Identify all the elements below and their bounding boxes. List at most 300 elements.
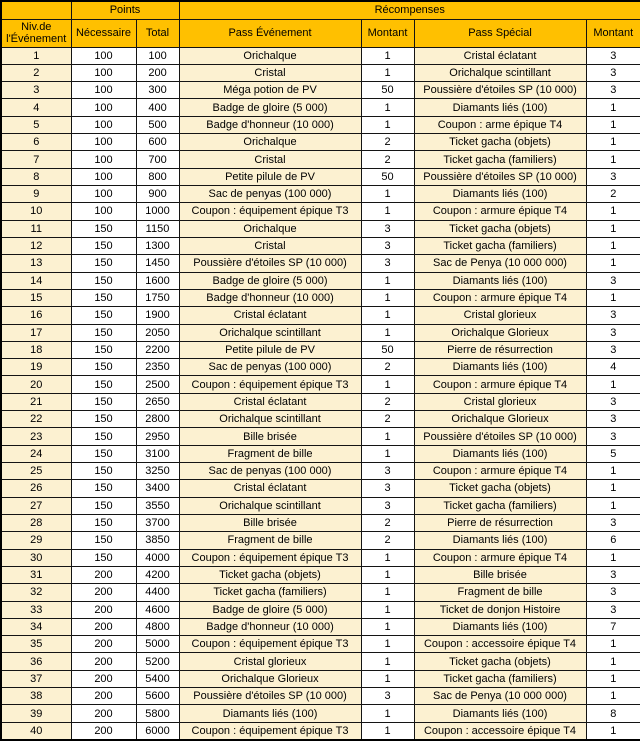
level-cell: 39 — [1, 705, 71, 722]
total-column-header: Total — [136, 19, 179, 47]
points-necessary-cell: 150 — [71, 480, 136, 497]
special-pass-cell: Cristal glorieux — [414, 393, 586, 410]
special-pass-cell: Poussière d'étoiles SP (10 000) — [414, 428, 586, 445]
points-total-cell: 2500 — [136, 376, 179, 393]
special-pass-cell: Diamants liés (100) — [414, 705, 586, 722]
level-cell: 24 — [1, 445, 71, 462]
special-pass-amount-cell: 1 — [586, 134, 640, 151]
event-pass-cell: Orichalque — [179, 47, 361, 64]
points-group-header: Points — [71, 1, 179, 19]
special-pass-cell: Diamants liés (100) — [414, 618, 586, 635]
table-row — [1, 376, 640, 393]
special-pass-amount-cell: 1 — [586, 376, 640, 393]
points-necessary-cell: 150 — [71, 393, 136, 410]
special-pass-amount-cell: 3 — [586, 341, 640, 358]
event-pass-cell: Coupon : équipement épique T3 — [179, 203, 361, 220]
special-pass-cell: Orichalque Glorieux — [414, 411, 586, 428]
points-total-cell: 1150 — [136, 220, 179, 237]
special-pass-amount-cell: 1 — [586, 151, 640, 168]
points-necessary-cell: 100 — [71, 151, 136, 168]
event-pass-cell: Badge de gloire (5 000) — [179, 601, 361, 618]
special-pass-cell: Coupon : accessoire épique T4 — [414, 722, 586, 740]
event-pass-cell: Badge d'honneur (10 000) — [179, 618, 361, 635]
level-cell: 23 — [1, 428, 71, 445]
points-necessary-cell: 150 — [71, 220, 136, 237]
special-pass-cell: Coupon : armure épique T4 — [414, 289, 586, 306]
points-total-cell: 5800 — [136, 705, 179, 722]
points-total-cell: 2950 — [136, 428, 179, 445]
points-total-cell: 400 — [136, 99, 179, 116]
level-cell: 2 — [1, 64, 71, 81]
necessary-column-header: Nécessaire — [71, 19, 136, 47]
points-total-cell: 3100 — [136, 445, 179, 462]
points-total-cell: 200 — [136, 64, 179, 81]
points-total-cell: 4800 — [136, 618, 179, 635]
table-row — [1, 584, 640, 601]
special-pass-cell: Cristal éclatant — [414, 47, 586, 64]
table-row — [1, 393, 640, 410]
special-pass-amount-cell: 2 — [586, 186, 640, 203]
points-necessary-cell: 200 — [71, 688, 136, 705]
special-pass-amount-cell: 1 — [586, 220, 640, 237]
event-pass-cell: Ticket gacha (objets) — [179, 566, 361, 583]
event-pass-amount-cell: 50 — [361, 168, 414, 185]
event-pass-cell: Cristal éclatant — [179, 480, 361, 497]
points-total-cell: 6000 — [136, 722, 179, 740]
event-pass-amount-cell: 1 — [361, 566, 414, 583]
table-row — [1, 722, 640, 740]
special-pass-amount-cell: 1 — [586, 722, 640, 740]
special-pass-column-header: Pass Spécial — [414, 19, 586, 47]
special-pass-amount-cell: 4 — [586, 359, 640, 376]
event-pass-amount-cell: 3 — [361, 497, 414, 514]
points-necessary-cell: 150 — [71, 289, 136, 306]
event-pass-cell: Orichalque — [179, 220, 361, 237]
points-necessary-cell: 100 — [71, 186, 136, 203]
event-pass-cell: Coupon : équipement épique T3 — [179, 549, 361, 566]
table-row — [1, 116, 640, 133]
level-cell: 5 — [1, 116, 71, 133]
level-cell: 38 — [1, 688, 71, 705]
event-pass-amount-cell: 1 — [361, 445, 414, 462]
points-necessary-cell: 150 — [71, 514, 136, 531]
table-row — [1, 670, 640, 687]
table-row — [1, 463, 640, 480]
table-row — [1, 514, 640, 531]
event-pass-cell: Cristal — [179, 237, 361, 254]
event-pass-cell: Coupon : équipement épique T3 — [179, 636, 361, 653]
points-necessary-cell: 150 — [71, 549, 136, 566]
points-total-cell: 1300 — [136, 237, 179, 254]
points-necessary-cell: 150 — [71, 532, 136, 549]
special-pass-cell: Diamants liés (100) — [414, 359, 586, 376]
special-pass-amount-cell: 1 — [586, 203, 640, 220]
level-cell: 27 — [1, 497, 71, 514]
event-pass-cell: Bille brisée — [179, 514, 361, 531]
level-cell: 25 — [1, 463, 71, 480]
table-row — [1, 324, 640, 341]
event-pass-amount-cell: 2 — [361, 514, 414, 531]
event-pass-cell: Orichalque scintillant — [179, 324, 361, 341]
level-cell: 21 — [1, 393, 71, 410]
points-necessary-cell: 100 — [71, 168, 136, 185]
points-necessary-cell: 100 — [71, 99, 136, 116]
table-row — [1, 186, 640, 203]
points-necessary-cell: 100 — [71, 116, 136, 133]
points-necessary-cell: 200 — [71, 653, 136, 670]
event-pass-cell: Badge d'honneur (10 000) — [179, 116, 361, 133]
event-pass-amount-cell: 1 — [361, 670, 414, 687]
special-pass-cell: Diamants liés (100) — [414, 272, 586, 289]
level-cell: 9 — [1, 186, 71, 203]
points-total-cell: 5600 — [136, 688, 179, 705]
event-pass-amount-cell: 2 — [361, 393, 414, 410]
special-pass-amount-cell: 1 — [586, 289, 640, 306]
points-total-cell: 1000 — [136, 203, 179, 220]
header-group-row — [1, 1, 640, 19]
event-pass-amount-cell: 1 — [361, 549, 414, 566]
points-total-cell: 5200 — [136, 653, 179, 670]
points-total-cell: 1600 — [136, 272, 179, 289]
special-pass-amount-cell: 1 — [586, 463, 640, 480]
points-necessary-cell: 100 — [71, 82, 136, 99]
points-total-cell: 900 — [136, 186, 179, 203]
event-pass-amount-cell: 50 — [361, 341, 414, 358]
table-row — [1, 151, 640, 168]
special-pass-amount-cell: 1 — [586, 670, 640, 687]
table-row — [1, 237, 640, 254]
special-pass-amount-cell: 1 — [586, 549, 640, 566]
special-pass-amount-cell: 1 — [586, 116, 640, 133]
table-row — [1, 341, 640, 358]
special-pass-cell: Orichalque scintillant — [414, 64, 586, 81]
table-row — [1, 64, 640, 81]
event-pass-cell: Badge d'honneur (10 000) — [179, 289, 361, 306]
points-total-cell: 4600 — [136, 601, 179, 618]
level-cell: 34 — [1, 618, 71, 635]
event-pass-amount-cell: 1 — [361, 428, 414, 445]
special-pass-amount-cell: 1 — [586, 636, 640, 653]
event-pass-cell: Fragment de bille — [179, 532, 361, 549]
points-total-cell: 4000 — [136, 549, 179, 566]
event-pass-cell: Badge de gloire (5 000) — [179, 272, 361, 289]
event-pass-amount-cell: 1 — [361, 203, 414, 220]
special-pass-amount-cell: 3 — [586, 584, 640, 601]
level-cell: 11 — [1, 220, 71, 237]
points-necessary-cell: 200 — [71, 601, 136, 618]
event-pass-cell: Orichalque — [179, 134, 361, 151]
table-row — [1, 220, 640, 237]
level-header-line2: l'Événement — [6, 33, 67, 45]
table-row — [1, 134, 640, 151]
special-pass-cell: Poussière d'étoiles SP (10 000) — [414, 168, 586, 185]
special-pass-amount-cell: 7 — [586, 618, 640, 635]
special-pass-cell: Diamants liés (100) — [414, 186, 586, 203]
table-row — [1, 480, 640, 497]
points-necessary-cell: 200 — [71, 584, 136, 601]
table-row — [1, 549, 640, 566]
level-cell: 40 — [1, 722, 71, 740]
points-total-cell: 3700 — [136, 514, 179, 531]
event-pass-cell: Badge de gloire (5 000) — [179, 99, 361, 116]
level-cell: 10 — [1, 203, 71, 220]
level-cell: 22 — [1, 411, 71, 428]
points-total-cell: 1900 — [136, 307, 179, 324]
event-pass-amount-cell: 1 — [361, 584, 414, 601]
special-pass-amount-cell: 1 — [586, 653, 640, 670]
event-pass-amount-cell: 1 — [361, 64, 414, 81]
event-pass-cell: Orichalque scintillant — [179, 411, 361, 428]
level-cell: 4 — [1, 99, 71, 116]
event-pass-amount-cell: 2 — [361, 359, 414, 376]
special-pass-cell: Coupon : armure épique T4 — [414, 463, 586, 480]
points-total-cell: 700 — [136, 151, 179, 168]
level-cell: 16 — [1, 307, 71, 324]
level-cell: 6 — [1, 134, 71, 151]
special-pass-amount-cell: 3 — [586, 307, 640, 324]
special-pass-amount-cell: 1 — [586, 99, 640, 116]
special-pass-amount-cell: 1 — [586, 688, 640, 705]
special-pass-amount-cell: 3 — [586, 64, 640, 81]
special-pass-cell: Ticket gacha (familiers) — [414, 497, 586, 514]
table-row — [1, 82, 640, 99]
event-pass-cell: Sac de penyas (100 000) — [179, 359, 361, 376]
points-total-cell: 3850 — [136, 532, 179, 549]
points-necessary-cell: 150 — [71, 497, 136, 514]
event-pass-amount-cell: 2 — [361, 411, 414, 428]
points-necessary-cell: 200 — [71, 670, 136, 687]
special-pass-amount-cell: 3 — [586, 393, 640, 410]
event-pass-amount-cell: 1 — [361, 272, 414, 289]
points-total-cell: 1750 — [136, 289, 179, 306]
table-row — [1, 688, 640, 705]
points-necessary-cell: 200 — [71, 618, 136, 635]
special-pass-cell: Coupon : arme épique T4 — [414, 116, 586, 133]
special-pass-amount-cell: 8 — [586, 705, 640, 722]
event-pass-amount-cell: 1 — [361, 601, 414, 618]
table-row — [1, 566, 640, 583]
level-cell: 1 — [1, 47, 71, 64]
points-necessary-cell: 200 — [71, 705, 136, 722]
event-pass-cell: Poussière d'étoiles SP (10 000) — [179, 255, 361, 272]
points-total-cell: 2200 — [136, 341, 179, 358]
event-pass-amount-cell: 3 — [361, 480, 414, 497]
event-pass-amount-cell: 1 — [361, 289, 414, 306]
level-cell: 37 — [1, 670, 71, 687]
table-row — [1, 359, 640, 376]
special-pass-cell: Bille brisée — [414, 566, 586, 583]
points-total-cell: 3550 — [136, 497, 179, 514]
special-pass-amount-cell: 1 — [586, 497, 640, 514]
points-total-cell: 2050 — [136, 324, 179, 341]
points-total-cell: 2350 — [136, 359, 179, 376]
special-pass-amount-cell: 6 — [586, 532, 640, 549]
level-column-header — [1, 19, 71, 47]
special-pass-cell: Pierre de résurrection — [414, 341, 586, 358]
special-pass-cell: Coupon : armure épique T4 — [414, 376, 586, 393]
special-pass-amount-cell: 5 — [586, 445, 640, 462]
special-pass-cell: Coupon : armure épique T4 — [414, 203, 586, 220]
event-pass-amount-cell: 1 — [361, 99, 414, 116]
points-necessary-cell: 150 — [71, 307, 136, 324]
points-total-cell: 2800 — [136, 411, 179, 428]
event-pass-amount-cell: 3 — [361, 463, 414, 480]
table-row — [1, 636, 640, 653]
table-row — [1, 653, 640, 670]
level-cell: 19 — [1, 359, 71, 376]
special-pass-cell: Diamants liés (100) — [414, 532, 586, 549]
table-row — [1, 255, 640, 272]
event-pass-cell: Petite pilule de PV — [179, 341, 361, 358]
level-cell: 3 — [1, 82, 71, 99]
event-pass-cell: Fragment de bille — [179, 445, 361, 462]
points-total-cell: 3400 — [136, 480, 179, 497]
points-total-cell: 5000 — [136, 636, 179, 653]
event-pass-cell: Cristal — [179, 64, 361, 81]
level-header-line1: Niv.de — [21, 21, 52, 33]
special-pass-cell: Poussière d'étoiles SP (10 000) — [414, 82, 586, 99]
event-pass-cell: Petite pilule de PV — [179, 168, 361, 185]
points-necessary-cell: 150 — [71, 255, 136, 272]
points-necessary-cell: 150 — [71, 428, 136, 445]
event-pass-amount-cell: 3 — [361, 220, 414, 237]
table-row — [1, 99, 640, 116]
special-pass-cell: Ticket gacha (familiers) — [414, 237, 586, 254]
rewards-group-header: Récompenses — [179, 1, 640, 19]
event-pass-amount-cell: 2 — [361, 134, 414, 151]
event-pass-cell: Diamants liés (100) — [179, 705, 361, 722]
event-pass-amount-cell: 1 — [361, 324, 414, 341]
special-pass-amount-cell: 3 — [586, 168, 640, 185]
special-pass-amount-cell: 3 — [586, 82, 640, 99]
special-pass-cell: Coupon : armure épique T4 — [414, 549, 586, 566]
points-necessary-cell: 200 — [71, 636, 136, 653]
level-cell: 15 — [1, 289, 71, 306]
table-row — [1, 428, 640, 445]
event-pass-cell: Coupon : équipement épique T3 — [179, 722, 361, 740]
level-cell: 12 — [1, 237, 71, 254]
special-pass-cell: Ticket gacha (familiers) — [414, 670, 586, 687]
special-pass-amount-cell: 1 — [586, 237, 640, 254]
special-pass-amount-cell: 3 — [586, 566, 640, 583]
points-total-cell: 4200 — [136, 566, 179, 583]
special-pass-cell: Sac de Penya (10 000 000) — [414, 688, 586, 705]
special-pass-cell: Ticket gacha (objets) — [414, 480, 586, 497]
event-pass-cell: Cristal éclatant — [179, 393, 361, 410]
level-cell: 13 — [1, 255, 71, 272]
points-necessary-cell: 200 — [71, 722, 136, 740]
points-total-cell: 4400 — [136, 584, 179, 601]
special-pass-cell: Sac de Penya (10 000 000) — [414, 255, 586, 272]
event-pass-cell: Orichalque Glorieux — [179, 670, 361, 687]
special-pass-cell: Coupon : accessoire épique T4 — [414, 636, 586, 653]
table-row — [1, 601, 640, 618]
points-necessary-cell: 150 — [71, 359, 136, 376]
level-cell: 31 — [1, 566, 71, 583]
table-row — [1, 532, 640, 549]
special-pass-amount-cell: 1 — [586, 480, 640, 497]
points-necessary-cell: 150 — [71, 324, 136, 341]
special-pass-cell: Ticket gacha (objets) — [414, 653, 586, 670]
points-necessary-cell: 150 — [71, 411, 136, 428]
special-pass-amount-cell: 3 — [586, 324, 640, 341]
event-pass-amount-cell: 3 — [361, 688, 414, 705]
table-row — [1, 618, 640, 635]
event-pass-cell: Bille brisée — [179, 428, 361, 445]
special-pass-cell: Ticket gacha (objets) — [414, 134, 586, 151]
points-necessary-cell: 150 — [71, 376, 136, 393]
table-body — [1, 47, 640, 740]
points-total-cell: 500 — [136, 116, 179, 133]
event-pass-cell: Poussière d'étoiles SP (10 000) — [179, 688, 361, 705]
level-cell: 14 — [1, 272, 71, 289]
event-pass-cell: Ticket gacha (familiers) — [179, 584, 361, 601]
special-pass-amount-cell: 1 — [586, 255, 640, 272]
special-pass-cell: Cristal glorieux — [414, 307, 586, 324]
points-necessary-cell: 150 — [71, 341, 136, 358]
event-pass-amount-cell: 1 — [361, 116, 414, 133]
points-total-cell: 3250 — [136, 463, 179, 480]
points-total-cell: 300 — [136, 82, 179, 99]
event-pass-amount-cell: 1 — [361, 618, 414, 635]
event-pass-amount-cell: 1 — [361, 653, 414, 670]
event-pass-column-header: Pass Événement — [179, 19, 361, 47]
points-necessary-cell: 100 — [71, 134, 136, 151]
event-pass-amount-cell: 1 — [361, 186, 414, 203]
amount-special-column-header: Montant — [586, 19, 640, 47]
header-columns-row — [1, 19, 640, 47]
points-necessary-cell: 100 — [71, 203, 136, 220]
special-pass-cell: Ticket gacha (familiers) — [414, 151, 586, 168]
points-total-cell: 800 — [136, 168, 179, 185]
points-total-cell: 5400 — [136, 670, 179, 687]
event-pass-cell: Méga potion de PV — [179, 82, 361, 99]
table-row — [1, 307, 640, 324]
event-pass-amount-cell: 3 — [361, 255, 414, 272]
special-pass-amount-cell: 3 — [586, 601, 640, 618]
level-cell: 7 — [1, 151, 71, 168]
special-pass-cell: Diamants liés (100) — [414, 99, 586, 116]
level-cell: 18 — [1, 341, 71, 358]
table-row — [1, 203, 640, 220]
level-cell: 35 — [1, 636, 71, 653]
event-pass-amount-cell: 1 — [361, 722, 414, 740]
event-pass-cell: Sac de penyas (100 000) — [179, 463, 361, 480]
special-pass-amount-cell: 3 — [586, 514, 640, 531]
table-row — [1, 497, 640, 514]
special-pass-cell: Ticket gacha (objets) — [414, 220, 586, 237]
table-row — [1, 411, 640, 428]
points-necessary-cell: 150 — [71, 463, 136, 480]
event-pass-amount-cell: 1 — [361, 636, 414, 653]
table-row — [1, 272, 640, 289]
event-pass-amount-cell: 2 — [361, 532, 414, 549]
table-row — [1, 168, 640, 185]
event-pass-amount-cell: 2 — [361, 151, 414, 168]
table-row — [1, 289, 640, 306]
special-pass-amount-cell: 3 — [586, 47, 640, 64]
special-pass-cell: Ticket de donjon Histoire — [414, 601, 586, 618]
event-pass-cell: Sac de penyas (100 000) — [179, 186, 361, 203]
special-pass-cell: Diamants liés (100) — [414, 445, 586, 462]
table-row — [1, 445, 640, 462]
special-pass-amount-cell: 3 — [586, 411, 640, 428]
points-necessary-cell: 200 — [71, 566, 136, 583]
level-cell: 8 — [1, 168, 71, 185]
event-pass-cell: Orichalque scintillant — [179, 497, 361, 514]
event-pass-cell: Cristal — [179, 151, 361, 168]
event-pass-amount-cell: 1 — [361, 47, 414, 64]
